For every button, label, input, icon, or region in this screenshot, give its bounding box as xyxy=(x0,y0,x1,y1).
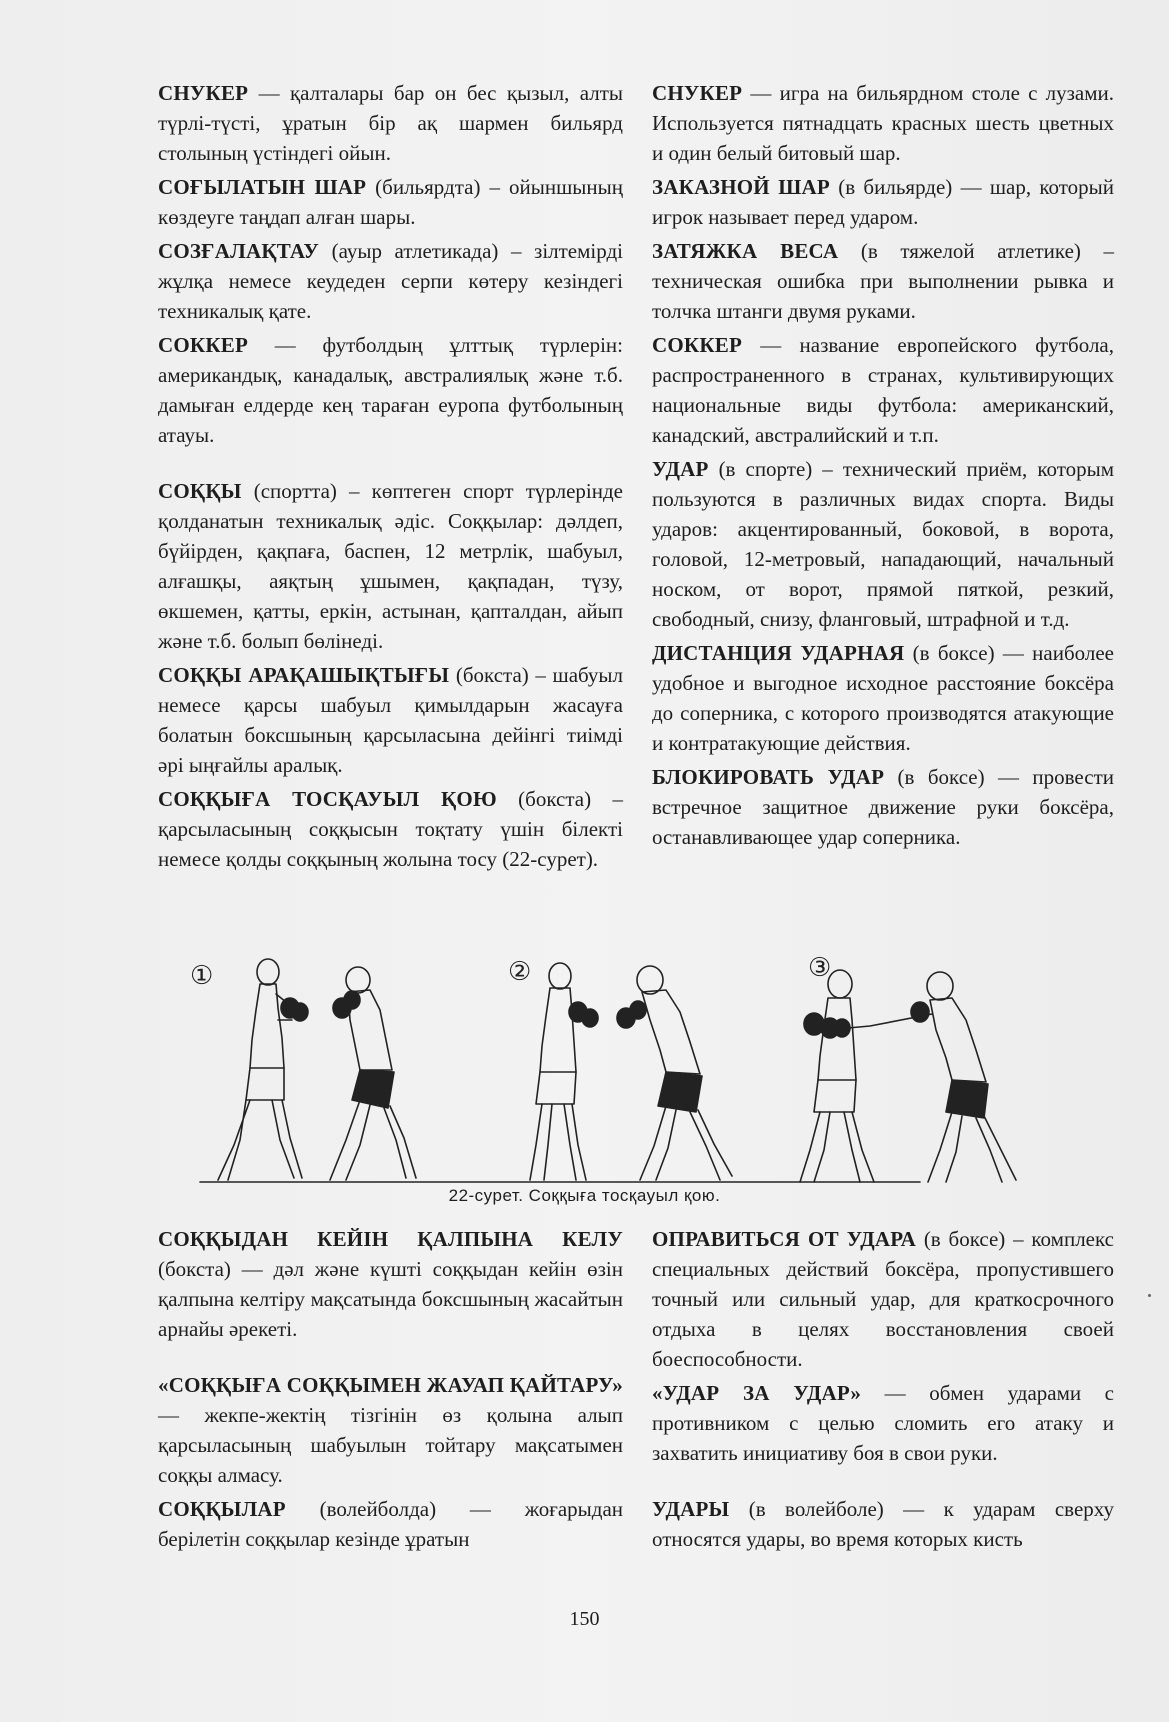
entry-definition: (в боксе) — провести встречное защитное движение руки боксёра, останавливающее удар соперника. xyxy=(652,765,1114,849)
entry-term: УДАР xyxy=(652,457,709,481)
entry-definition: — жекпе-жектің тізгінін өз қолына алып қарсыласының шабуылын тойтару мақсатымен соққы алмасу. xyxy=(158,1403,623,1487)
figure-label-2: ② xyxy=(508,957,532,987)
right-column-top xyxy=(652,78,1114,856)
entry-term: СОҚҚЫ АРАҚАШЫҚТЫҒЫ xyxy=(158,663,450,687)
entry-volleyball-strikes-kz xyxy=(158,1494,623,1554)
entry-definition: (в бильярде) — шар, который игрок называет перед ударом. xyxy=(652,175,1114,229)
entry-definition: — футболдың ұлттық түрлерін: американдық, канадалық, австралиялық және т.б. дамыған елдерде кең тараған еуропа футболының атауы. xyxy=(158,333,623,447)
boxer-3b xyxy=(834,972,1016,1182)
boxing-illustration xyxy=(180,950,1120,1190)
entry-term: БЛОКИРОВАТЬ УДАР xyxy=(652,765,885,789)
entry-blow-for-blow-ru xyxy=(652,1378,1114,1468)
entry-term: СОҚҚЫ xyxy=(158,479,242,503)
boxer-1b xyxy=(330,967,416,1180)
entry-blow-for-blow-kz xyxy=(158,1370,623,1490)
boxer-1a xyxy=(218,959,308,1180)
figure-caption: 22-сурет. Соққыға тосқауыл қою. xyxy=(448,1186,721,1205)
entry-definition: (в тяжелой атлетике) – техническая ошибка при выполнении рывка и толчка штанги двумя руками. xyxy=(652,239,1114,323)
entry-term: ЗАТЯЖКА ВЕСА xyxy=(652,239,839,263)
entry-recover-kz xyxy=(158,1224,623,1344)
right-column-bottom xyxy=(652,1224,1114,1558)
entry-strike-ru xyxy=(652,454,1114,634)
entry-term: СОККЕР xyxy=(652,333,742,357)
left-column-bottom xyxy=(158,1224,623,1558)
entry-term: «УДАР ЗА УДАР» xyxy=(652,1381,862,1405)
entry-definition: (бильярдта) – ойыншының көздеуге таңдап алған шары. xyxy=(158,175,623,229)
boxer-3a xyxy=(800,970,874,1182)
entry-definition: (в боксе) – комплекс специальных действий боксёра, пропустившего точный или сильный удар, для краткосрочного отдыха в целях восстановления своей боеспособности. xyxy=(652,1227,1114,1371)
entry-term: ОПРАВИТЬСЯ ОТ УДАРА xyxy=(652,1227,916,1251)
entry-definition: (в волейболе) — к ударам сверху относятся удары, во время которых кисть xyxy=(652,1497,1114,1551)
entry-block-strike-ru xyxy=(652,762,1114,852)
entry-snooker-ru xyxy=(652,78,1114,168)
figure-label-1: ① xyxy=(190,961,214,991)
entry-strike-distance-kz xyxy=(158,660,623,780)
entry-snooker-kz xyxy=(158,78,623,168)
entry-term: СНУКЕР xyxy=(652,81,743,105)
figure-label-3: ③ xyxy=(808,953,832,983)
entry-definition: — қалталары бар он бес қызыл, алты түрлі-түсті, ұратын бір ақ шармен бильярд столының үстіндегі ойын. xyxy=(158,81,623,165)
entry-target-ball-ru xyxy=(652,172,1114,232)
entry-block-strike-kz xyxy=(158,784,623,874)
entry-definition: (в боксе) — наиболее удобное и выгодное исходное расстояние боксёра до соперника, с которого производятся атакующие и контратакующие действия. xyxy=(652,641,1114,755)
entry-strike-kz xyxy=(158,476,623,656)
boxing-figure xyxy=(180,950,1120,1200)
entry-soccer-ru xyxy=(652,330,1114,450)
entry-weight-drag-ru xyxy=(652,236,1114,326)
entry-definition: — игра на бильярдном столе с лузами. Используется пятнадцать красных шесть цветных и один белый битовый шар. xyxy=(652,81,1114,165)
entry-recover-ru xyxy=(652,1224,1114,1374)
entry-term: СОҚҚЫҒА ТОСҚАУЫЛ ҚОЮ xyxy=(158,787,497,811)
entry-definition: — обмен ударами с противником с целью сломить его атаку и захватить инициативу боя в свои руки. xyxy=(652,1381,1114,1465)
entry-definition: (в спорте) – технический приём, которым пользуются в различных видах спорта. Виды ударов: акцентированный, боковой, в ворота, головой, 12-метровый, нападающий, начальный носком, от ворот, прямой пяткой, резкий, свободный, снизу, фланговый, штрафной и т.д. xyxy=(652,457,1114,631)
entry-soccer-kz xyxy=(158,330,623,450)
entry-term: СОҒЫЛАТЫН ШАР xyxy=(158,175,367,199)
entry-term: СОЗҒАЛАҚТАУ xyxy=(158,239,320,263)
boxer-2a xyxy=(530,963,598,1180)
entry-term: СНУКЕР xyxy=(158,81,249,105)
entry-term: ДИСТАНЦИЯ УДАРНАЯ xyxy=(652,641,905,665)
entry-term: УДАРЫ xyxy=(652,1497,730,1521)
entry-definition: (бокста) – қарсыласының соққысын тоқтату үшін білекті немесе қолды соққының жолына тосу (22-сурет). xyxy=(158,787,623,871)
left-column-top xyxy=(158,78,623,878)
entry-strike-distance-ru xyxy=(652,638,1114,758)
entry-term: СОҚҚЫДАН КЕЙІН ҚАЛПЫНА КЕЛУ xyxy=(158,1227,623,1251)
entry-definition: (бокста) — дәл және күшті соққыдан кейін өзін қалпына келтіру мақсатында боксшының жасайтын арнайы әрекеті. xyxy=(158,1257,623,1341)
scan-speck xyxy=(1148,1294,1151,1297)
entry-term: ЗАКАЗНОЙ ШАР xyxy=(652,175,830,199)
entry-term: СОККЕР xyxy=(158,333,248,357)
entry-target-ball-kz xyxy=(158,172,623,232)
boxer-2b xyxy=(617,966,732,1180)
entry-volleyball-strikes-ru xyxy=(652,1494,1114,1554)
entry-term: «СОҚҚЫҒА СОҚҚЫМЕН ЖАУАП ҚАЙТАРУ» xyxy=(158,1373,623,1397)
entry-term: СОҚҚЫЛАР xyxy=(158,1497,286,1521)
entry-definition: (волейболда) — жоғарыдан берілетін соққылар кезінде ұратын xyxy=(158,1497,623,1551)
entry-weight-drag-kz xyxy=(158,236,623,326)
page-number: 150 xyxy=(569,1608,600,1630)
entry-definition: (ауыр атлетикада) – зілтемірді жұлқа немесе кеудеден серпи көтеру кезіндегі техникалық қате. xyxy=(158,239,623,323)
entry-definition: — название европейского футбола, распространенного в странах, культивирующих национальные виды футбола: американский, канадский, австралийский и т.п. xyxy=(652,333,1114,447)
entry-definition: (спортта) – көптеген спорт түрлерінде қолданатын техникалық әдіс. Соққылар: дәлдеп, бүйірден, қақпаға, баспен, 12 метрлік, шабуыл, алғашқы, аяқтың ұшымен, қақпадан, түзу, өкшемен, қатты, еркін, астынан, қапталдан, айып және т.б. болып бөлінеді. xyxy=(158,479,623,653)
entry-definition: (бокста) – шабуыл немесе қарсы шабуыл қимылдарын жасауға болатын боксшының қарсыласына дейінгі тиімді әрі ыңғайлы аралық. xyxy=(158,663,624,777)
